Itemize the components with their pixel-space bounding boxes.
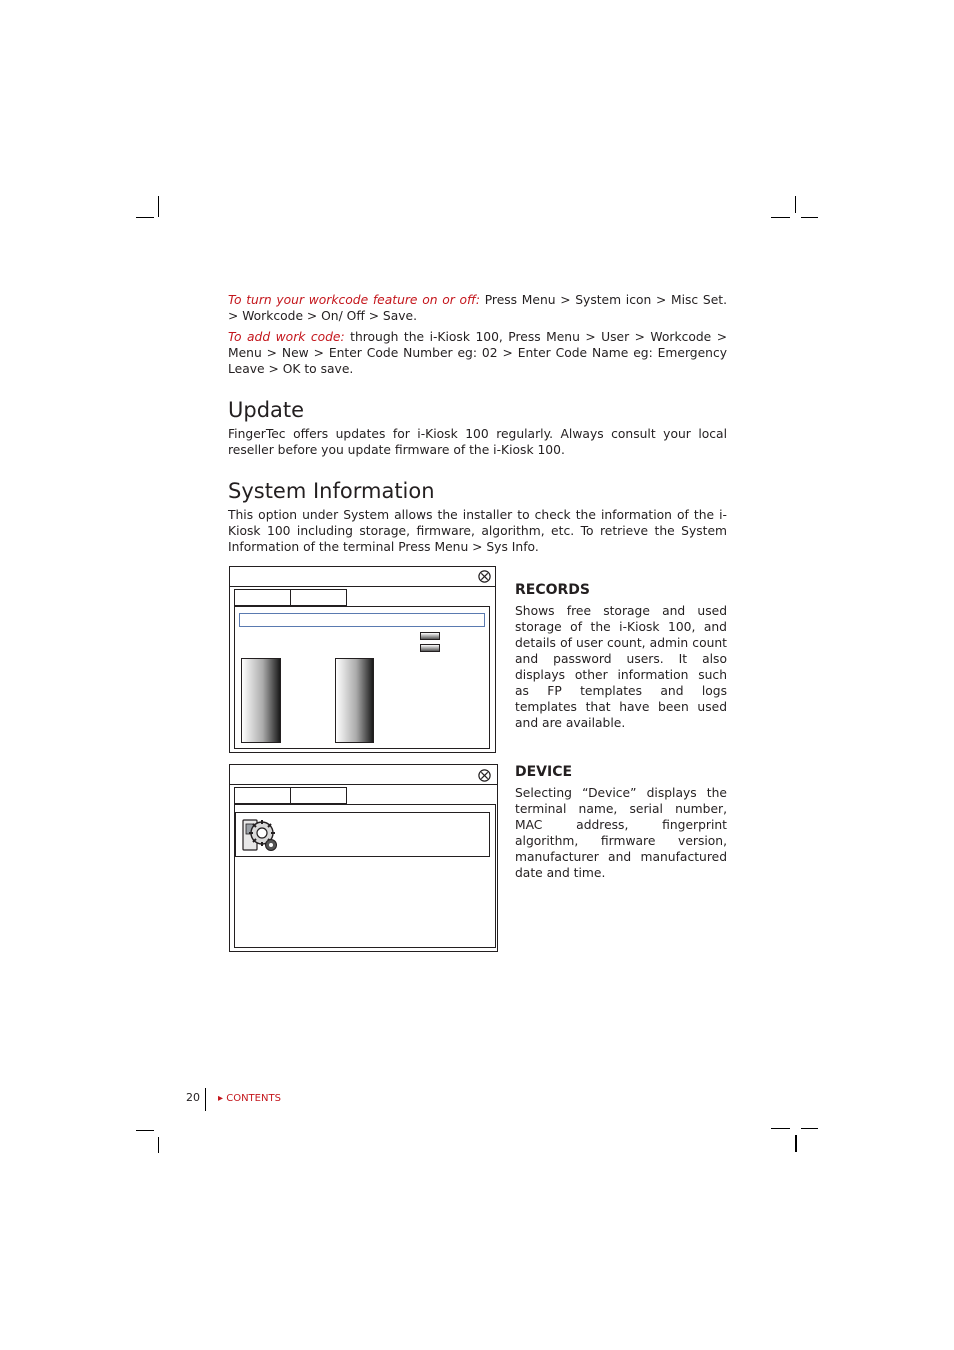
workcode-add-paragraph (228, 329, 727, 377)
system-info-heading: System Information (228, 479, 435, 503)
workcode-add-label: To add work code: (228, 330, 345, 344)
device-info-row (235, 812, 490, 857)
legend-free-swatch (420, 632, 440, 640)
device-heading: DEVICE (515, 764, 573, 780)
window-title-bar (230, 567, 495, 587)
workcode-onoff-paragraph (228, 292, 727, 324)
crop-mark (795, 1135, 797, 1152)
records-panel (234, 606, 490, 749)
system-info-paragraph: This option under System allows the installer to check the information of the i-Kiosk 100 including storage, firmware, algorithm, etc. To retrieve the System Information of the terminal Press Menu > Sys Info. (228, 508, 727, 554)
close-icon[interactable] (478, 769, 491, 782)
device-settings-icon (240, 815, 280, 855)
legend-used-swatch (420, 644, 440, 652)
records-heading: RECORDS (515, 582, 591, 598)
storage-bar-used (335, 658, 374, 743)
crop-mark (771, 1128, 790, 1129)
update-paragraph: FingerTec offers updates for i-Kiosk 100 regularly. Always consult your local reseller before you update firmware of the i-Kiosk 100. (228, 427, 727, 457)
device-paragraph: Selecting “Device” displays the terminal name, serial number, MAC address, fingerprint algorithm, firmware version, manufacturer and manufactured date and time. (515, 786, 727, 880)
crop-mark (158, 196, 159, 217)
tab-records[interactable] (234, 787, 291, 804)
close-icon[interactable] (478, 570, 491, 583)
records-paragraph: Shows free storage and used storage of the i-Kiosk 100, and details of user count, admin count and password users. It also displays other information such as FP templates and logs templates that have been used and are available. (515, 604, 727, 730)
crop-mark (801, 1128, 818, 1129)
caret-right-icon: ▸ (218, 1093, 224, 1104)
storage-bar-free (241, 658, 281, 743)
device-panel (234, 804, 496, 948)
footer-divider (205, 1088, 206, 1111)
crop-mark (158, 1137, 159, 1153)
update-heading: Update (228, 398, 305, 422)
tab-records[interactable] (234, 589, 291, 606)
crop-mark (795, 196, 796, 213)
page-number: 20 (186, 1091, 200, 1104)
workcode-add-text: through the i-Kiosk 100, Press Menu > User > Workcode > Menu > New > Enter Code Number eg: 02 > Enter Code Name eg: Emergency Leave > OK to save. (228, 330, 727, 376)
crop-mark (771, 217, 790, 218)
workcode-onoff-text: Press Menu > System icon > Misc Set. > Workcode > On/ Off > Save. (228, 293, 727, 323)
crop-mark (136, 217, 154, 218)
contents-link[interactable] (218, 1092, 281, 1106)
storage-progress-bar (239, 613, 485, 627)
window-title-bar (230, 765, 497, 785)
contents-link-label: CONTENTS (226, 1093, 281, 1104)
workcode-onoff-label: To turn your workcode feature on or off: (228, 293, 481, 307)
crop-mark (136, 1130, 154, 1131)
tab-device[interactable] (290, 787, 347, 804)
device-screen-window (229, 764, 498, 952)
crop-mark (801, 217, 818, 218)
records-screen-window (229, 566, 496, 753)
tab-device[interactable] (290, 589, 347, 606)
